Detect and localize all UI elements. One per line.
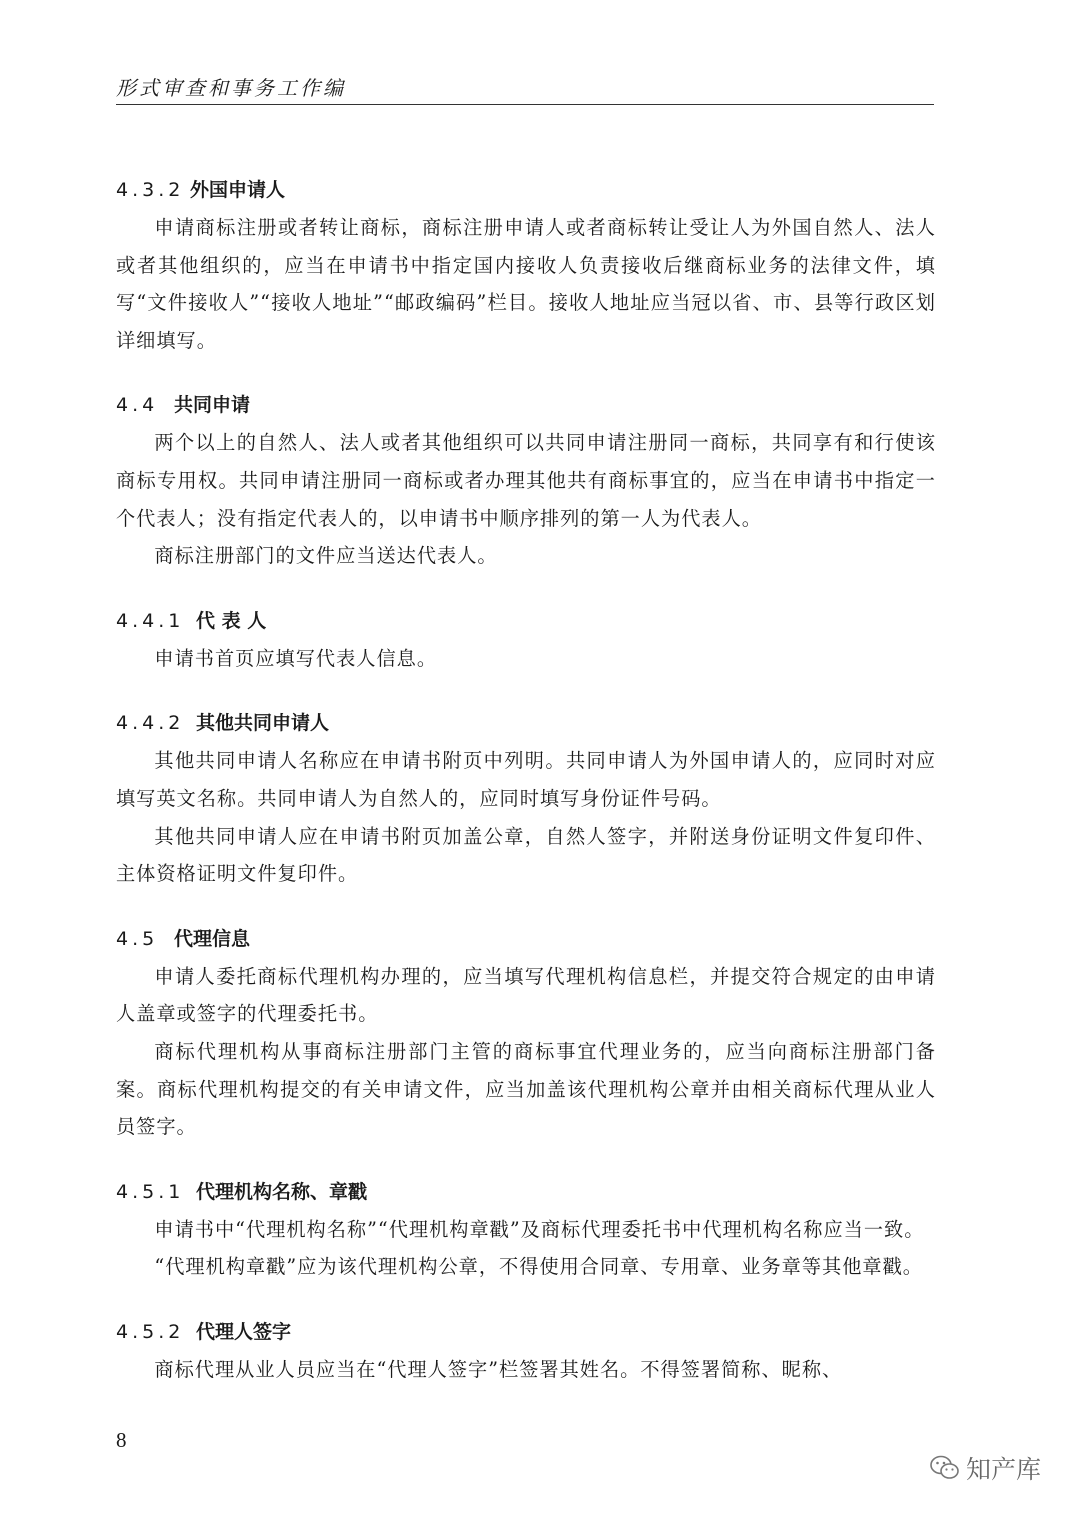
- section-title: 其他共同申请人: [196, 712, 330, 735]
- page-number: 8: [116, 1428, 127, 1452]
- section-number: 4.5.2: [116, 1320, 185, 1343]
- section-4-5: [116, 921, 936, 1146]
- paragraph: 申请书中“代理机构名称”“代理机构章戳”及商标代理委托书中代理机构名称应当一致。: [154, 1217, 925, 1241]
- paragraph: 商标注册部门的文件应当送达代表人。: [154, 544, 498, 568]
- section-4-4-1: [116, 603, 936, 678]
- section-4-4-2: [116, 705, 936, 892]
- paragraph: 商标代理从业人员应当在“代理人签字”栏签署其姓名。不得签署简称、昵称、: [154, 1357, 843, 1381]
- section-heading: [116, 172, 936, 209]
- section-heading: [116, 603, 936, 640]
- section-number: 4.5: [116, 927, 159, 950]
- section-title: 共同申请: [174, 394, 251, 417]
- paragraph: “代理机构章戳”应为该代理机构公章，不得使用合同章、专用章、业务章等其他章戳。: [154, 1255, 923, 1279]
- paragraph: 商标代理机构从事商标注册部门主管的商标事宜代理业务的，应当向商标注册部门备案。商标代理机构提交的有关申请文件，应当加盖该代理机构公章并由相关商标代理从业人员签字。: [116, 1039, 936, 1139]
- section-title: 代理人签字: [196, 1320, 292, 1343]
- section-heading: [116, 1314, 936, 1351]
- section-4-5-2: [116, 1314, 936, 1389]
- header-divider: [116, 104, 934, 105]
- paragraph: 申请书首页应填写代表人信息。: [154, 646, 438, 670]
- section-heading: [116, 921, 936, 958]
- section-number: 4.4.1: [116, 609, 185, 632]
- section-number: 4.3.2: [116, 179, 185, 201]
- section-number: 4.4.2: [116, 712, 185, 735]
- watermark: [930, 1450, 1041, 1486]
- section-heading: [116, 387, 936, 424]
- section-title: 代 表 人: [196, 609, 267, 632]
- running-head-title: 形式审查和事务工作编: [116, 76, 346, 100]
- paragraph: 两个以上的自然人、法人或者其他组织可以共同申请注册同一商标，共同享有和行使该商标专用权。共同申请注册同一商标或者办理其他共有商标事宜的，应当在申请书中指定一个代表人；没有指定代表人的，以申请书中顺序排列的第一人为代表人。: [116, 431, 936, 530]
- section-heading: [116, 705, 936, 742]
- section-number: 4.5.1: [116, 1180, 185, 1203]
- section-title: 外国申请人: [190, 179, 286, 201]
- section-number: 4.4: [116, 394, 159, 417]
- paragraph: 其他共同申请人名称应在申请书附页中列明。共同申请人为外国申请人的，应同时对应填写英文名称。共同申请人为自然人的，应同时填写身份证件号码。: [116, 749, 936, 810]
- watermark-text: 知产库: [966, 1455, 1042, 1484]
- paragraph: 申请人委托商标代理机构办理的，应当填写代理机构信息栏，并提交符合规定的由申请人盖章或签字的代理委托书。: [116, 964, 936, 1026]
- section-4-4: [116, 387, 936, 574]
- page-content: [116, 172, 936, 1388]
- wechat-icon: [930, 1454, 960, 1482]
- section-title: 代理机构名称、章戳: [196, 1180, 368, 1203]
- section-heading: [116, 1174, 936, 1211]
- section-4-5-1: [116, 1174, 936, 1286]
- section-title: 代理信息: [174, 927, 251, 950]
- paragraph: 其他共同申请人应在申请书附页加盖公章，自然人签字，并附送身份证明文件复印件、主体资格证明文件复印件。: [116, 824, 936, 886]
- section-4-3-2: [116, 172, 936, 359]
- paragraph: 申请商标注册或者转让商标，商标注册申请人或者商标转让受让人为外国自然人、法人或者其他组织的，应当在申请书中指定国内接收人负责接收后继商标业务的法律文件，填写“文件接收人”“接收人地址”“邮政编码”栏目。接收人地址应当冠以省、市、县等行政区划详细填写。: [116, 216, 936, 352]
